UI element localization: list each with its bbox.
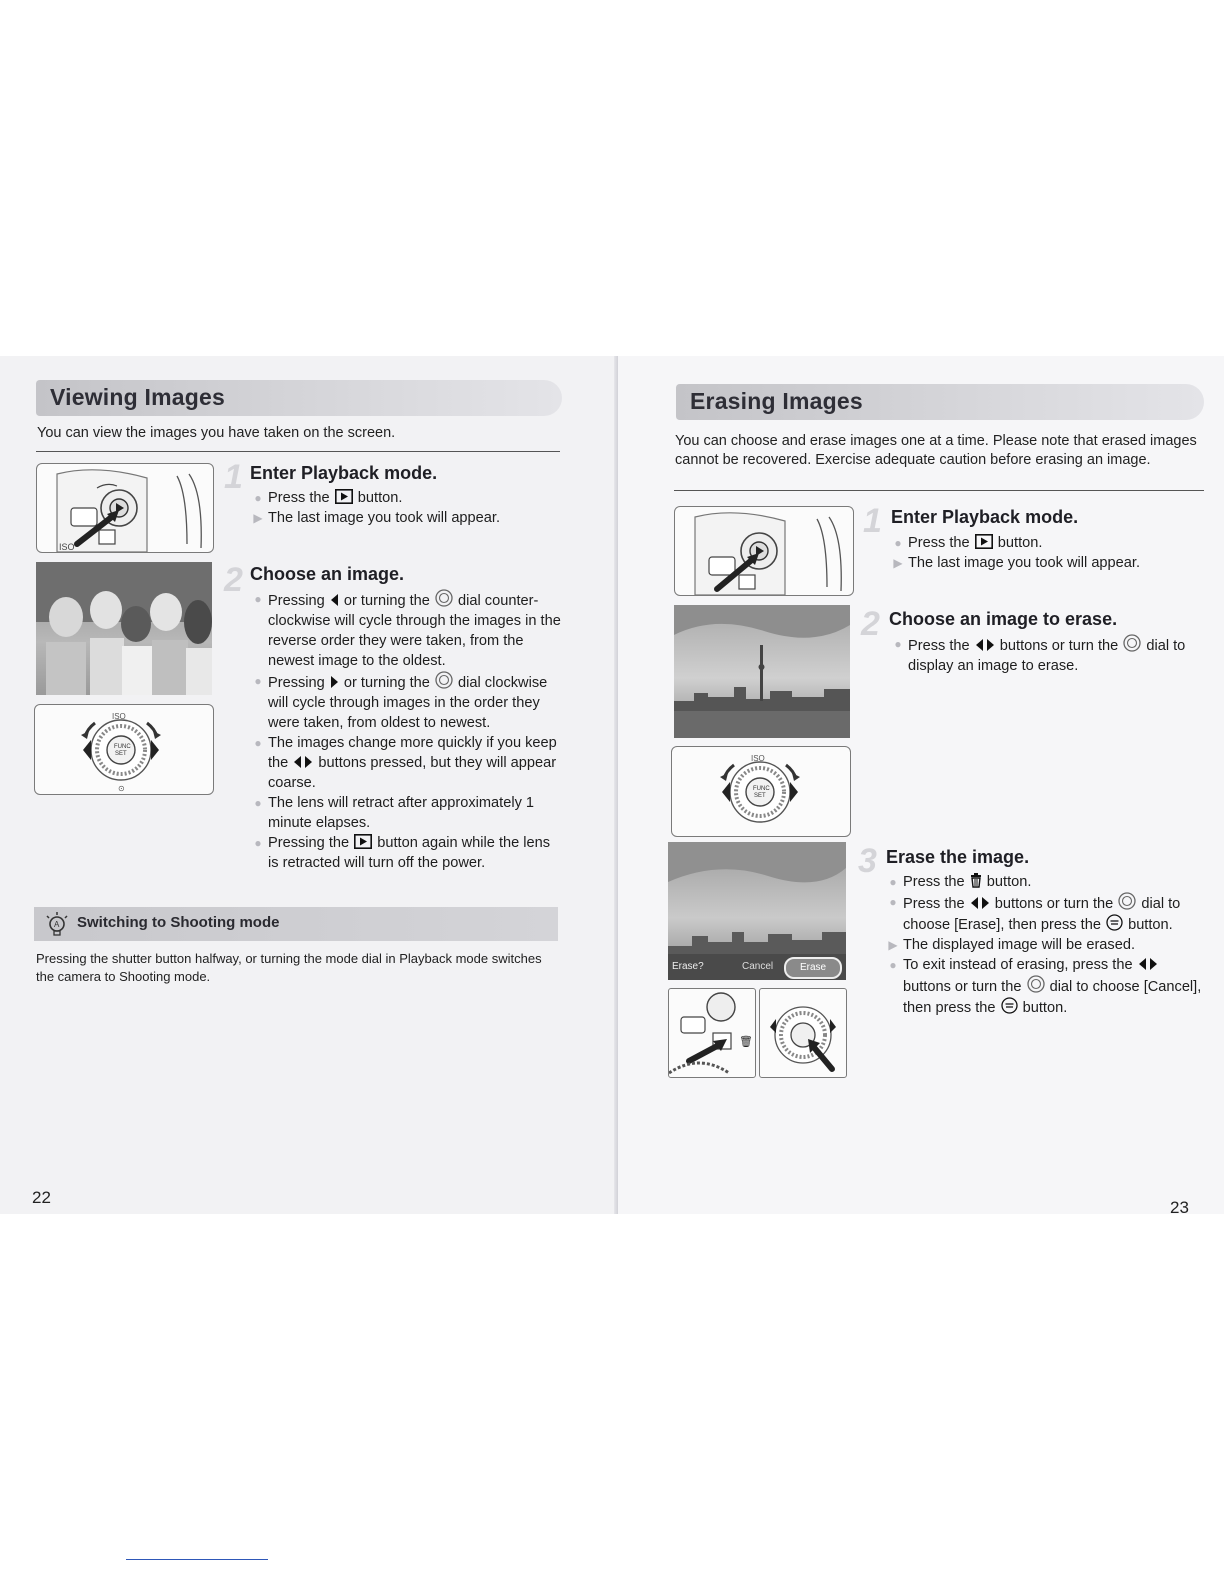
left-page [0,356,618,1214]
bullet-item: ▶ The last image you took will appear. [251,508,561,528]
step-title: Choose an image. [250,564,405,584]
bullet-item: ● Press the button. [891,533,1211,553]
svg-text:A: A [54,920,60,929]
cancel-option[interactable]: Cancel [742,961,774,972]
left-right-arrows-icon [970,896,990,910]
section-title: Erasing Images [690,388,863,414]
tip-text: Pressing the shutter button halfway, or turning the mode dial in Playback mode switches the camera to Shooting mode. [36,951,542,984]
section-header-erasing [676,384,1204,420]
left-right-arrows-icon [1138,957,1158,971]
bullet-dot-icon: ● [254,836,262,850]
result-arrow-icon: ▶ [253,511,263,525]
svg-text:⊙: ⊙ [118,784,125,793]
step-bullets [891,533,1211,573]
bullet-item: ● Pressing the button again while the lens is retracted will turn off the power. [251,833,561,873]
left-right-arrows-icon [293,755,313,769]
bullet-item: ● The lens will retract after approximately 1 minute elapses. [251,793,561,833]
trash-button-figure [668,988,756,1078]
control-dial-icon [435,589,453,607]
erase-screen-photo [668,842,846,980]
bullet-item: ● Press the button. [886,872,1206,892]
bullet-dot-icon: ● [254,796,262,810]
trash-icon [970,873,982,888]
section-title: Viewing Images [50,384,225,410]
bullet-dot-icon: ● [254,674,262,688]
bullet-item: ● To exit instead of erasing, press the buttons or turn the dial to choose [Cancel], then press the button. [886,955,1206,1018]
step-bullets [251,488,561,528]
tip-bar [34,907,558,941]
bullet-dot-icon: ● [254,592,262,606]
bullet-item: ● Pressing or turning the dial counter-clockwise will cycle through the images in the reverse order they were taken, from the newest image to the oldest. [251,589,561,671]
bullet-item: ● Pressing or turning the dial clockwise will cycle through images in the order they were taken, from oldest to newest. [251,671,561,733]
intro-text: You can choose and erase images one at a time. Please note that erased images cannot be recovered. Exercise adequate caution before erasing an image. [675,433,1197,468]
left-right-arrows-icon [975,638,995,652]
bullet-item: ● Press the buttons or turn the dial to choose [Erase], then press the button. [886,892,1206,935]
svg-text:FUNC: FUNC [114,744,131,750]
func-set-icon [1106,914,1123,931]
step-title: Enter Playback mode. [250,463,438,483]
func-set-icon [1001,997,1018,1014]
control-dial-icon [1123,634,1141,652]
section-header-viewing [36,380,562,416]
func-set-press-figure [759,988,847,1078]
svg-text:SET: SET [115,751,127,757]
footer-line [126,1559,268,1560]
step-bullets [886,872,1206,1018]
bullet-dot-icon: ● [889,875,897,889]
step-title: Erase the image. [886,847,1030,867]
bullet-dot-icon: ● [894,536,902,550]
intro-text: You can view the images you have taken on the screen. [37,425,396,441]
bullet-dot-icon: ● [254,736,262,750]
step-number: 1 [224,458,243,496]
step-title: Enter Playback mode. [891,507,1079,527]
playback-icon [975,534,993,549]
erase-prompt-label: Erase? [672,961,704,972]
step-number: 1 [863,502,882,540]
skyline-photo [674,605,850,738]
children-photo [36,562,212,695]
divider [674,490,1204,491]
svg-text:SET: SET [754,793,766,799]
erase-option[interactable]: Erase [784,957,842,979]
right-arrow-icon [330,675,339,689]
right-page [618,356,1224,1217]
control-dial-icon [1118,892,1136,910]
bullet-item: ● Press the button. [251,488,561,508]
result-arrow-icon: ▶ [893,556,903,570]
step-number: 2 [224,561,243,599]
svg-text:ISO: ISO [112,712,126,721]
camera-playback-figure [674,506,854,596]
left-arrow-icon [330,593,339,607]
step-number: 2 [861,605,880,643]
step-title: Choose an image to erase. [889,609,1118,629]
control-dial-icon [1027,975,1045,993]
camera-playback-figure [36,463,214,553]
bullet-dot-icon: ● [894,637,902,651]
page-number: 22 [32,1188,51,1207]
control-dial-figure [671,746,851,837]
svg-text:FUNC: FUNC [753,786,770,792]
bullet-dot-icon: ● [889,895,897,909]
step-number: 3 [858,842,877,880]
bullet-item: ● The images change more quickly if you keep the buttons pressed, but they will appear coarse. [251,733,561,793]
bullet-item: ▶ The last image you took will appear. [891,553,1211,573]
tip-title: Switching to Shooting mode [77,914,280,931]
page-number: 23 [1170,1198,1189,1217]
step-bullets [251,589,561,873]
playback-icon [335,489,353,504]
playback-icon [354,834,372,849]
svg-text:🗑: 🗑 [739,1035,753,1048]
lightbulb-icon [44,911,70,937]
svg-text:ISO: ISO [751,754,765,763]
control-dial-figure [34,704,214,795]
bullet-item: ● Press the buttons or turn the dial to display an image to erase. [891,634,1211,676]
svg-text:ISO: ISO [59,542,75,552]
divider [36,451,560,452]
bullet-dot-icon: ● [254,491,262,505]
bullet-item: ▶ The displayed image will be erased. [886,935,1206,955]
result-arrow-icon: ▶ [888,938,898,952]
control-dial-icon [435,671,453,689]
bullet-dot-icon: ● [889,958,897,972]
manual-spread [0,356,1224,1217]
step-bullets [891,634,1211,676]
